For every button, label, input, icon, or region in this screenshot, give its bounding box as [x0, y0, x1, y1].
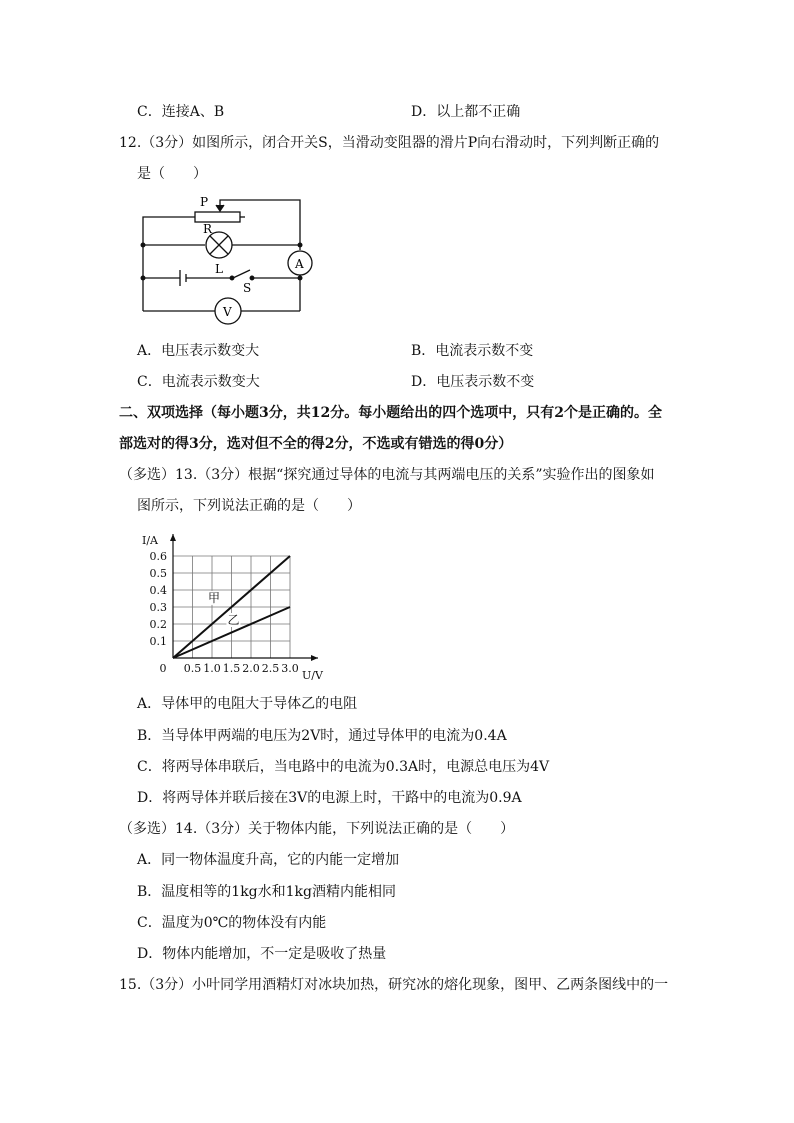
q11-option-d: D．以上都不正确 [411, 104, 521, 120]
label-v: V [223, 305, 232, 319]
section2-heading-line2: 部选对的得3分，选对但不全的得2分，不选或有错选的得0分） [119, 436, 513, 452]
rheostat-r [195, 212, 240, 222]
slider-arrow-p [216, 205, 224, 211]
x-axis-label: U/V [302, 669, 323, 680]
q12-option-a: A．电压表示数变大 [137, 343, 260, 359]
label-a: A [295, 257, 304, 271]
x-tick-label: 0.5 [183, 662, 202, 675]
series-label: 甲 [207, 590, 220, 605]
x-tick-label: 1.0 [203, 662, 221, 675]
x-tick-label: 1.5 [222, 662, 241, 675]
y-axis-label: I/A [142, 534, 158, 547]
switch-s [233, 270, 250, 278]
q13-option-d: D．将两导体并联后接在3V的电源上时，干路中的电流为0.9A [137, 790, 522, 806]
q11-option-c: C．连接A、B [137, 104, 225, 120]
q13-stem-line1: （多选）13.（3分）根据“探究通过导体的电流与其两端电压的关系”实验作出的图象如 [119, 467, 655, 483]
label-s: S [243, 281, 252, 295]
q14-option-b: B．温度相等的1kg水和1kg酒精内能相同 [137, 884, 396, 900]
q14-stem: （多选）14.（3分）关于物体内能，下列说法正确的是（ ） [119, 821, 515, 837]
x-tick-label: 2.0 [242, 662, 260, 675]
origin-label: 0 [159, 662, 167, 675]
battery [180, 270, 186, 286]
q12-option-d: D．电压表示数不变 [411, 374, 535, 390]
q13-option-b: B．当导体甲两端的电压为2V时，通过导体甲的电流为0.4A [137, 728, 507, 744]
q12-stem-line2: 是（ ） [137, 166, 207, 182]
label-l: L [215, 262, 223, 276]
iu-graph [140, 528, 330, 680]
series-label: 乙 [227, 613, 240, 627]
q14-option-c: C．温度为0℃的物体没有内能 [137, 915, 327, 931]
circuit-diagram [130, 190, 320, 330]
q13-option-c: C．将两导体串联后，当电路中的电流为0.3A时，电源总电压为4V [137, 759, 550, 775]
x-tick-label: 2.5 [261, 662, 280, 675]
y-tick-label: 0.1 [149, 635, 167, 648]
label-p: P [200, 195, 209, 209]
q14-option-a: A．同一物体温度升高，它的内能一定增加 [137, 852, 400, 868]
section2-heading-line1: 二、双项选择（每小题3分，共12分。每小题给出的四个选项中，只有2个是正确的。全 [119, 405, 662, 421]
q13-option-a: A．导体甲的电阻大于导体乙的电阻 [137, 696, 358, 712]
q14-option-d: D．物体内能增加，不一定是吸收了热量 [137, 946, 387, 962]
q12-option-c: C．电流表示数变大 [137, 374, 260, 390]
y-tick-label: 0.6 [149, 550, 167, 563]
y-axis-arrow [170, 534, 176, 541]
y-tick-label: 0.5 [149, 567, 167, 580]
q13-stem-line2: 图所示，下列说法正确的是（ ） [137, 498, 361, 514]
y-tick-label: 0.3 [149, 601, 167, 614]
q12-option-b: B．电流表示数不变 [411, 343, 534, 359]
y-tick-label: 0.2 [149, 618, 167, 631]
q12-stem-line1: 12.（3分）如图所示，闭合开关S，当滑动变阻器的滑片P向右滑动时，下列判断正确的 [119, 135, 660, 151]
x-axis-arrow [311, 655, 318, 661]
x-tick-label: 3.0 [281, 662, 299, 675]
label-r: R [203, 222, 213, 236]
y-tick-label: 0.4 [149, 584, 167, 597]
q15-stem: 15.（3分）小叶同学用酒精灯对冰块加热，研究冰的熔化现象，图甲、乙两条图线中的一 [119, 977, 669, 993]
